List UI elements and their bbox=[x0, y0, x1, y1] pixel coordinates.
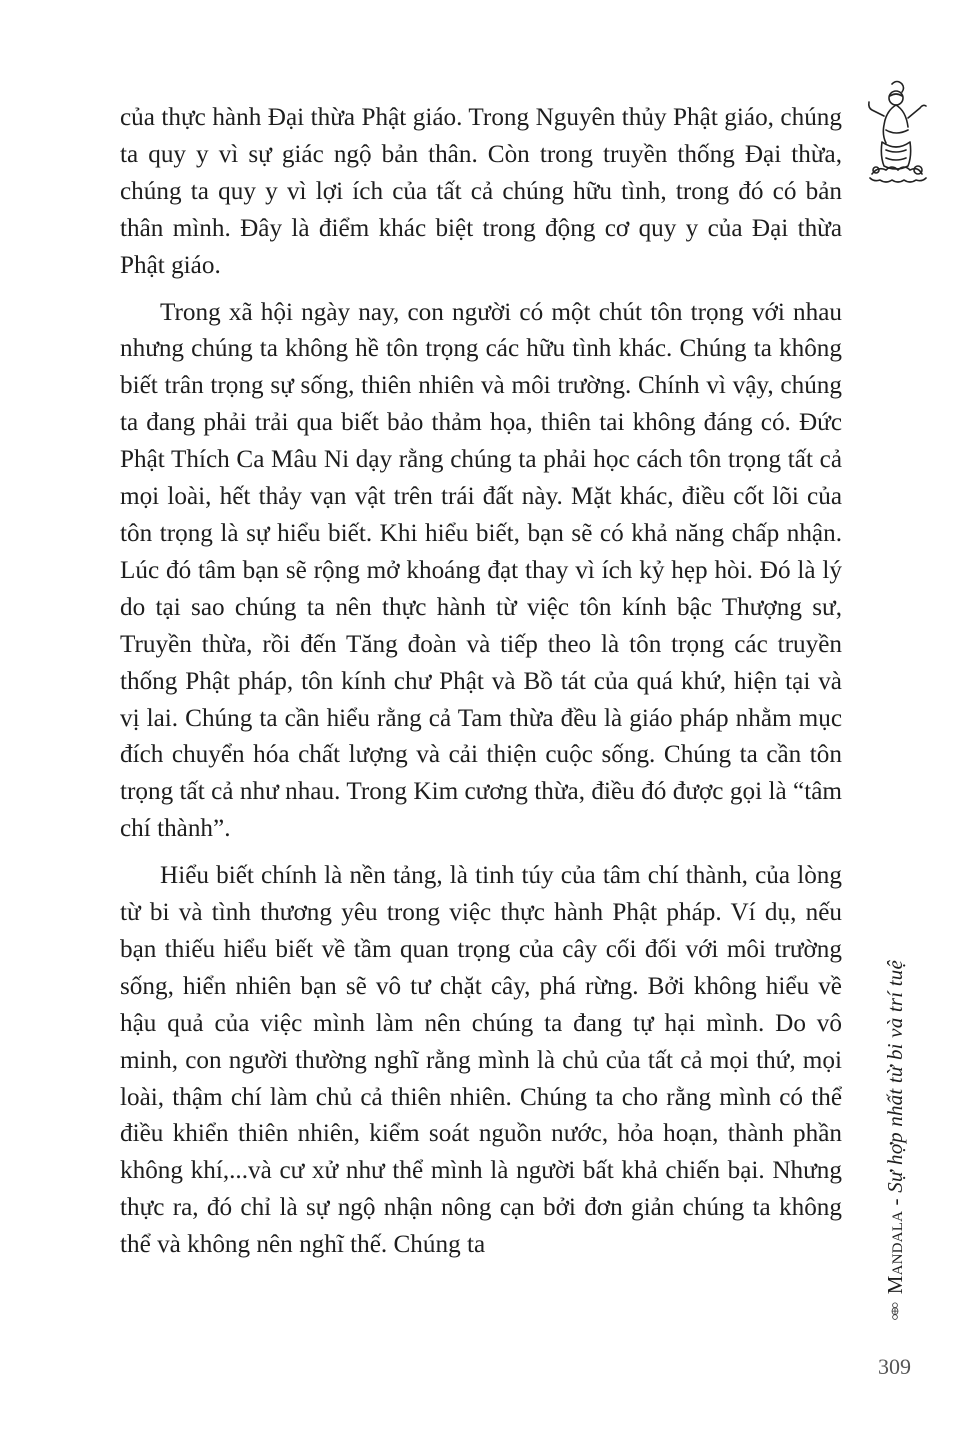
page-number: 309 bbox=[878, 1354, 911, 1379]
book-name: Mandala bbox=[882, 1210, 907, 1295]
body-text bbox=[120, 100, 842, 1264]
paragraph-2: Trong xã hội ngày nay, con người có một chút tôn trọng với nhau nhưng chúng ta không hề tôn trọng các hữu tình khác. Chúng ta không biết trân trọng sự sống, thiên nhiên và môi trường. Chính vì vậy, chúng ta đang phải trải qua biết bảo thảm họa, thiên tai không đáng có. Đức Phật Thích Ca Mâu Ni dạy rằng chúng ta phải học cách tôn trọng tất cả mọi loài, hết thảy vạn vật trên trái đất này. Mặt khác, điều cốt lõi của tôn trọng là sự hiểu biết. Khi hiểu biết, bạn sẽ có khả năng chấp nhận. Lúc đó tâm bạn sẽ rộng mở khoáng đạt thay vì ích kỷ hẹp hòi. Đó là lý do tại sao chúng ta nên thực hành từ việc tôn kính bậc Thượng sư, Truyền thừa, rồi đến Tăng đoàn và tiếp theo là tôn trọng các truyền thống Phật pháp, tôn kính chư Phật và Bồ tát của quá khứ, hiện tại và vị lai. Chúng ta cần hiểu rằng cả Tam thừa đều là giáo pháp nhằm mục đích chuyển hóa chất lượng và cải thiện cuộc sống. Chúng ta cần tôn trọng tất cả như nhau. Trong Kim cương thừa, điều đó được gọi là “tâm chí thành”. bbox=[120, 298, 842, 843]
deity-illustration-icon bbox=[862, 78, 932, 188]
paragraph-3: Hiểu biết chính là nền tảng, là tinh túy của tâm chí thành, của lòng từ bi và tình thương yêu trong việc thực hành Phật pháp. Ví dụ, nếu bạn thiếu hiểu biết về tầm quan trọng của cây cối đối với môi trường sống, hiển nhiên bạn sẽ vô tư chặt cây, phá rừng. Bởi không hiểu về hậu quả của việc mình làm nên chúng ta đang tự hại mình. Do vô minh, con người thường nghĩ rằng mình là chủ của tất cả mọi thứ, mọi loài, thậm chí làm chủ cả thiên nhiên. Chúng ta cho rằng mình có thể điều khiển thiên nhiên, kiểm soát nguồn nước, hỏa hoạn, thành phần không khí,...và cư xử như thể mình là người bất khả chiến bại. Nhưng thực ra, đó chỉ là sự ngộ nhận nông cạn bởi đơn giản chúng ta không thể và không nên nghĩ thế. Chúng ta bbox=[120, 862, 842, 1259]
paragraph-1: của thực hành Đại thừa Phật giáo. Trong Nguyên thủy Phật giáo, chúng ta quy y vì sự giác ngộ bản thân. Còn trong truyền thống Đại thừa, chúng ta quy y vì lợi ích của tất cả chúng hữu tình, trong đó có bản thân mình. Đây là điểm khác biệt trong động cơ quy y của Đại thừa Phật giáo. bbox=[120, 104, 842, 279]
running-header bbox=[880, 960, 959, 1320]
book-subtitle: Sự hợp nhất từ bi và trí tuệ bbox=[882, 960, 907, 1193]
endless-knot-icon bbox=[884, 1302, 906, 1320]
header-separator: - bbox=[882, 1192, 907, 1211]
